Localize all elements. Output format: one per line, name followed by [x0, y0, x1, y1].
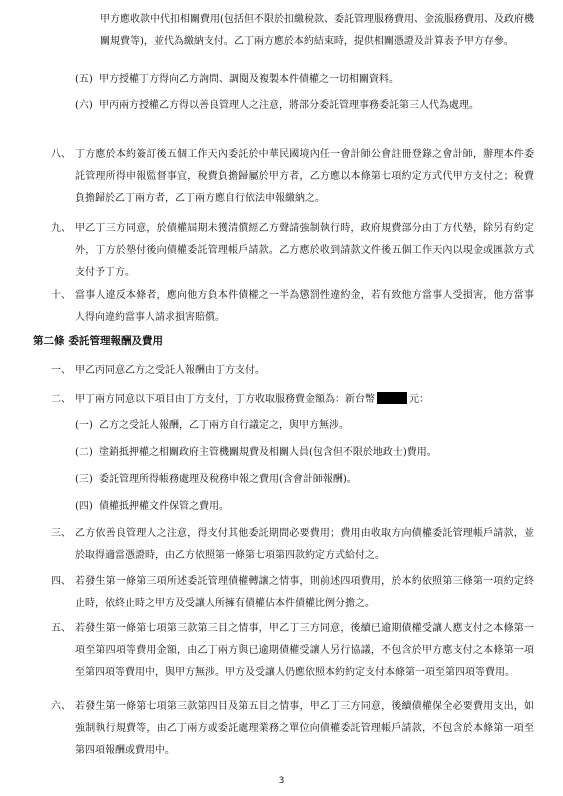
clause-number: 十、 — [51, 290, 71, 301]
sub-clause-number: (三) — [75, 474, 93, 485]
sub-clause-text: 委託管理所得帳務處理及稅務申報之費用(含會計師報酬)。 — [99, 474, 357, 485]
page-number: 3 — [278, 776, 285, 786]
sub-clause-text: 乙方之受託人報酬，乙丁兩方自行議定之，與甲方無涉。 — [99, 420, 349, 431]
sub-clause-text: 甲方授權丁方得向乙方詢問、調閱及複製本件債權之一切相關資料。 — [99, 74, 399, 85]
clause-text: 當事人違反本條者，應向他方負本件債權之一半為懲罰性違約金，若有致他方當事人受損害，他方當事人得向違約當事人請求損害賠償。 — [75, 290, 534, 323]
clause-text: 若發生第一條第七項第三款第四目及第五目之情事，甲乙丁三方同意，後續債權保全必要費用支出，如強制執行規費等，由乙丁兩方或委託處理業務之單位向債權委託管理帳戶請款，不包含於本條第一項至第四項報酬或費用中。 — [75, 701, 534, 756]
clause-text: 若發生第一條第七項第三款第三目之情事，甲乙丁三方同意，後續已逾期債權受讓人應支付之本條第一項至第四項等費用金額，由乙丁兩方與已逾期債權受讓人另行協議，不包含於甲方應支付之本條第一項至第四項等費用中，與甲方無涉。甲方及受讓人仍應依照本約約定支付本條第一項至第四項等費用。 — [75, 623, 534, 678]
clause-text: 甲乙丙同意乙方之受託人報酬由丁方支付。 — [75, 365, 265, 376]
clause-number: 一、 — [51, 365, 71, 376]
sub-clause-number: (六) — [75, 100, 93, 111]
clause-number: 二、 — [51, 394, 71, 405]
article-heading — [33, 333, 163, 349]
sub-clause-number: (四) — [75, 501, 93, 512]
sub-clause-text: 債權抵押權文件保管之費用。 — [99, 501, 229, 512]
clause-number: 六、 — [51, 701, 71, 712]
sub-clause-number: (一) — [75, 420, 93, 431]
clause-number: 八、 — [51, 149, 71, 160]
document-page: 甲方應收款中代扣相關費用(包括但不限於扣繳稅款、委託管理服務費用、金流服務費用、及政府機關規費等)，並代為繳納支付。乙丁兩方應於本約結束時，提供相關憑證及計算表予甲方存參。 (五) 甲方授權丁方得向乙方詢問、調閱及複製本件債權之一切相關資料。 (六) 甲丙兩方授權乙方得以善良管理人之注意，將部分委託管理事務委託第三人代為處理。 八、 丁方應於本約簽訂後五個工作天內委託於中華民國境內任一會計師公會註冊登錄之會計師，辦理本件委託管理所得申報監督事宜，稅費負擔歸屬於甲方者，乙方應以本條第七項約定方式代甲方支付之；稅費負擔歸於乙丁兩方者，乙丁兩方應自行依法申報繳納之。 九、 甲乙丁三方同意，於債權屆期未獲清償經乙方聲請強制執行時，政府規費部分由丁方代墊，除另有約定外，丁方於墊付後向債權委託管理帳戶請款。乙方應於收到請款文件後五個工作天內以現金或匯款方式支付予丁方。 十、 當事人違反本條者，應向他方負本件債權之一半為懲罰性違約金，若有致他方當事人受損害，他方當事人得向違約當事人請求損害賠償。 第二條 委託管理報酬及費用 一、 甲乙丙同意乙方之受託人報酬由丁方支付。 二、 甲丁兩方同意以下項目由丁方支付，丁方收取服務費金額為：新台幣 元： (一) 乙方之受託人報酬，乙丁兩方自行議定之，與甲方無涉。 (二) 塗銷抵押權之相關政府主管機關規費及相關人員(包含但不限於地政士)費用。 (三) 委託管理所得帳務處理及稅務申報之費用(含會計師報酬)。 (四) 債權抵押權文件保管之費用。 三、 乙方依善良管理人之注意，得支付其他委託期間必要費用；費用由收取方向債權委託管理帳戶請款，並於取得適當憑證時，由乙方依照第一條第七項第四款約定方式給付之。 四、 若發生第一條第三項所述委託管理債權轉讓之情事，則前述四項費用，於本約依照第三條第一項約定終止時，依終止時之甲方及受讓人所擁有債權佔本件債權比例分擔之。 五、 若發生第一條第七項第三款第三目之情事，甲乙丁三方同意，後續已逾期債權受讓人應支付之本條第一項至第四項等費用金額，由乙丁兩方與已逾期債權受讓人另行協議，不包含於甲方應支付之本條第一項至第四項等費用中，與甲方無涉。甲方及受讓人仍應依照本約約定支付本條第一項至第四項等費用。 六、 若發生第一條第七項第三款第四目及第五目之情事，甲乙丁三方同意，後續債權保全必要費用支出，如強制執行規費等，由乙丁兩方或委託處理業務之單位向債權委託管理帳戶請款，不包含於本條第一項至第四項報酬或費用中。 3 — [0, 0, 563, 796]
article-title: 委託管理報酬及費用 — [68, 335, 163, 347]
sub-clause-text: 甲丙兩方授權乙方得以善良管理人之注意，將部分委託管理事務委託第三人代為處理。 — [99, 100, 479, 111]
clause-text: 甲乙丁三方同意，於債權屆期未獲清償經乙方聲請強制執行時，政府規費部分由丁方代墊，除另有約定外，丁方於墊付後向債權委託管理帳戶請款。乙方應於收到請款文件後五個工作天內以現金或匯款方式支付予丁方。 — [75, 223, 534, 278]
sub-clause-number: (五) — [75, 74, 93, 85]
clause-number: 三、 — [51, 528, 71, 539]
clause-text: 若發生第一條第三項所述委託管理債權轉讓之情事，則前述四項費用，於本約依照第三條第一項約定終止時，依終止時之甲方及受讓人所擁有債權佔本件債權比例分擔之。 — [75, 576, 534, 609]
sub-clause-text: 塗銷抵押權之相關政府主管機關規費及相關人員(包含但不限於地政士)費用。 — [99, 447, 437, 458]
clause-text — [75, 389, 534, 411]
article-number: 第二條 — [33, 335, 65, 347]
clause-text: 乙方依善良管理人之注意，得支付其他委託期間必要費用；費用由收取方向債權委託管理帳戶請款，並於取得適當憑證時，由乙方依照第一條第七項第四款約定方式給付之。 — [75, 528, 534, 561]
currency-unit: 元： — [409, 394, 429, 405]
clause-number: 九、 — [51, 223, 71, 234]
clause-number: 四、 — [51, 576, 71, 587]
redacted-amount — [377, 392, 407, 404]
clause-text: 丁方應於本約簽訂後五個工作天內委託於中華民國境內任一會計師公會註冊登錄之會計師，辦理本件委託管理所得申報監督事宜，稅費負擔歸屬於甲方者，乙方應以本條第七項約定方式代甲方支付之；稅費負擔歸於乙丁兩方者，乙丁兩方應自行依法申報繳納之。 — [75, 149, 534, 204]
fee-statement-text: 甲丁兩方同意以下項目由丁方支付，丁方收取服務費金額為：新台幣 — [75, 394, 375, 405]
sub-clause-number: (二) — [75, 447, 93, 458]
clause-number: 五、 — [51, 623, 71, 634]
